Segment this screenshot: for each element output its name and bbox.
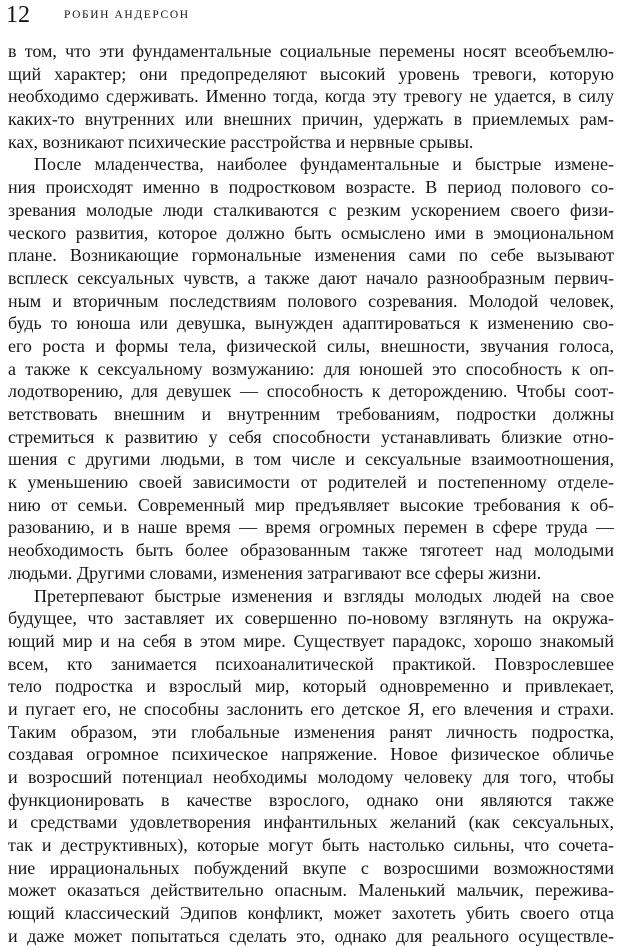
text-line: Претерпевают быстрые изменения и взгляды молодых людей на свое xyxy=(34,585,614,606)
text-line: будь то юноша или девушка, вынужден адаптироваться к изменению сво- xyxy=(8,313,614,334)
text-line: людьми. Другими словами, изменения затрагивают все сферы жизни. xyxy=(8,562,542,583)
text-line: создавая огромное психическое напряжение. Новое физическое обличье xyxy=(8,744,614,765)
text-line: к уменьшению своей зависимости от родителей и постепенному отделе- xyxy=(8,472,614,493)
running-header xyxy=(6,0,190,30)
text-line: и даже может попытаться сделать это, однако для реального осуществле- xyxy=(8,925,614,946)
page-number: 12 xyxy=(6,2,30,28)
text-line: нию от семьи. Современный мир предъявляет высокие требования к об- xyxy=(8,494,614,515)
text-line: всплеск сексуальных чувств, а также дают начало разнообразным первич- xyxy=(8,267,614,288)
text-line: После младенчества, наиболее фундаментальные и быстрые измене- xyxy=(34,154,614,175)
text-line: щий характер; они предопределяют высокий уровень тревоги, которую xyxy=(8,63,614,84)
text-line: плане. Возникающие гормональные изменения сами по себе вызывают xyxy=(8,245,614,266)
text-line: разованию, и в наше время — время огромных перемен в сфере труда — xyxy=(8,517,614,538)
text-line: может оказаться действительно опасным. Маленький мальчик, пережива- xyxy=(8,880,614,901)
text-line: ным и вторичным последствиям полового созревания. Молодой человек, xyxy=(8,290,614,311)
text-line: так и деструктивных), которые могут быть настолько сильны, что сочета- xyxy=(8,835,614,856)
text-line: ках, возникают психические расстройства и нервные срывы. xyxy=(8,131,474,152)
text-line: каких-то внутренних или внешних причин, удержать в приемлемых рам- xyxy=(8,109,614,130)
text-line: лодотворению, для девушек — способность к деторождению. Чтобы соот- xyxy=(8,381,614,402)
text-line: ния происходят именно в подростковом возрасте. В период полового со- xyxy=(8,177,614,198)
text-line: его роста и формы тела, физической силы, внешности, звучания голоса, xyxy=(8,335,614,356)
text-line: и средствами удовлетворения инфантильных желаний (как сексуальных, xyxy=(8,812,614,833)
text-line: тело подростка и взрослый мир, который одновременно и привлекает, xyxy=(8,676,614,697)
text-line: ветствовать внешним и внутренним требованиям, подростки должны xyxy=(8,404,614,424)
text-line: и возросший потенциал необходимы молодому человеку для того, чтобы xyxy=(8,767,614,787)
text-line: необходимость быть более образованным также тяготеет над молодыми xyxy=(8,540,614,561)
text-line: а также к сексуальному возмужанию: для юношей это способность к оп- xyxy=(8,358,614,379)
body-text xyxy=(8,40,614,948)
text-line: Таким образом, эти глобальные изменения ранят личность подростка, xyxy=(8,721,614,742)
text-line: ческого развития, которое должно быть осмыслено ими в эмоциональном xyxy=(8,222,614,243)
text-line: ющий классический Эдипов конфликт, может захотеть убить своего отца xyxy=(8,903,614,924)
text-line: в том, что эти фундаментальные социальные перемены носят всеобъемлю- xyxy=(8,41,614,61)
text-line: шения с другими людьми, в том числе и сексуальные взаимоотношения, xyxy=(8,449,614,470)
text-line: будущее, что заставляет их совершенно по-новому взглянуть на окружа- xyxy=(8,608,614,629)
text-line: стремиться к развитию у себя способности устанавливать близкие отно- xyxy=(8,426,614,447)
running-title: РОБИН АНДЕРСОН xyxy=(64,9,190,21)
text-line: функционировать в качестве взрослого, однако они являются также xyxy=(8,789,614,810)
text-line: ние иррациональных побуждений вкупе с возросшими возможностями xyxy=(8,857,614,878)
text-line: ющий мир и на себя в этом мире. Существует парадокс, хорошо знакомый xyxy=(8,630,614,651)
text-line: и пугает его, не способны заслонить его детское Я, его влечения и страхи. xyxy=(8,698,614,719)
text-line: необходимо сдерживать. Именно тогда, когда эту тревогу не удается, в силу xyxy=(8,86,614,107)
text-line: всем, кто занимается психоаналитической практикой. Повзрослевшее xyxy=(8,653,614,674)
text-line: зревания молодые люди сталкиваются с резким ускорением своего физи- xyxy=(8,199,614,220)
